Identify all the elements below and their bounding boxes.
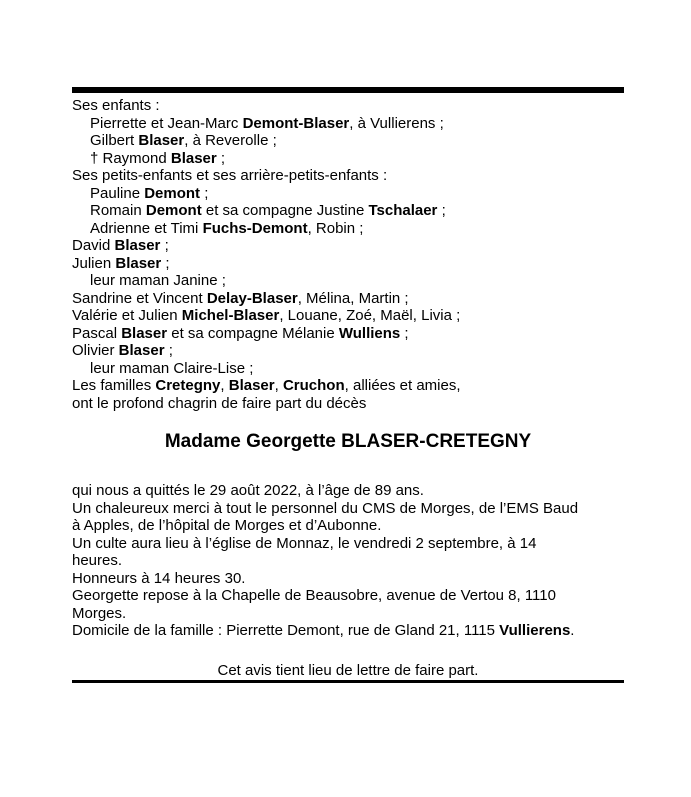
- text-line: [72, 500, 624, 518]
- family-name: Cretegny: [155, 377, 221, 394]
- text-segment: heures.: [72, 552, 123, 569]
- text-line: [72, 395, 624, 413]
- text-segment: Domicile de la famille : Pierrette Demont, rue de Gland 21, 1115: [72, 622, 500, 639]
- text-line: [72, 622, 624, 640]
- text-segment: Gilbert: [90, 132, 139, 149]
- text-line: [72, 185, 624, 203]
- text-line: [72, 237, 624, 255]
- text-segment: , alliées et amies,: [344, 377, 461, 394]
- text-segment: et sa compagne Mélanie: [167, 324, 339, 342]
- text-segment: , Mélina, Martin ;: [297, 289, 409, 307]
- text-segment: Un culte aura lieu à l’église de Monnaz, le vendredi 2 septembre, à 14: [72, 534, 537, 552]
- text-line: [72, 342, 624, 360]
- closing-statement: Cet avis tient lieu de lettre de faire part.: [217, 661, 479, 679]
- bottom-rule: [72, 680, 624, 683]
- family-name: Michel-Blaser: [181, 307, 280, 324]
- text-segment: Morges.: [72, 604, 127, 622]
- text-segment: ;: [216, 149, 226, 167]
- family-name: Blaser: [138, 132, 185, 149]
- family-name: Blaser: [170, 149, 217, 167]
- text-segment: ,: [220, 377, 229, 394]
- family-name: Delay-Blaser: [206, 289, 298, 307]
- text-segment: Romain: [90, 202, 146, 219]
- text-segment: Ses petits-enfants et ses arrière-petits-enfants :: [72, 167, 388, 184]
- family-name: Wulliens: [338, 324, 401, 342]
- announcement-details: [72, 482, 624, 640]
- text-segment: Adrienne et Timi: [90, 219, 203, 237]
- text-line: [72, 220, 624, 238]
- text-segment: ;: [200, 184, 209, 202]
- family-name: Blaser: [118, 342, 165, 359]
- deceased-name-title: Madame Georgette BLASER-CRETEGNY: [164, 431, 532, 452]
- text-line: [72, 272, 624, 290]
- text-line: [72, 482, 624, 500]
- text-segment: Valérie et Julien: [72, 307, 182, 324]
- text-segment: ;: [400, 324, 409, 342]
- text-segment: , Robin ;: [307, 219, 364, 237]
- text-line: [72, 377, 624, 395]
- family-name: Blaser: [121, 324, 168, 342]
- text-segment: Pauline: [90, 184, 145, 202]
- text-segment: Sandrine et Vincent: [72, 289, 207, 307]
- text-segment: ;: [437, 202, 446, 219]
- text-segment: leur maman Claire-Lise ;: [90, 359, 254, 377]
- obituary-notice: [72, 87, 624, 683]
- text-segment: Olivier: [72, 342, 119, 359]
- family-name: Vullierens: [499, 622, 571, 639]
- text-line: [72, 115, 624, 133]
- text-segment: † Raymond: [90, 149, 171, 167]
- text-segment: Julien: [72, 254, 116, 272]
- text-line: [72, 97, 624, 115]
- text-segment: , Louane, Zoé, Maël, Livia ;: [279, 307, 461, 324]
- text-segment: Pascal: [72, 324, 122, 342]
- family-name: Blaser: [115, 254, 162, 272]
- text-segment: , à Vullierens ;: [349, 114, 444, 132]
- text-line: [72, 605, 624, 623]
- family-list: [72, 97, 624, 412]
- family-name: Cruchon: [282, 377, 345, 394]
- text-line: [72, 307, 624, 325]
- text-line: [72, 517, 624, 535]
- text-line: [72, 360, 624, 378]
- text-line: [72, 290, 624, 308]
- family-name: Demont: [144, 184, 201, 202]
- text-segment: Un chaleureux merci à tout le personnel du CMS de Morges, de l’EMS Baud: [72, 499, 579, 517]
- text-line: [72, 552, 624, 570]
- text-segment: ont le profond chagrin de faire part du décès: [72, 394, 367, 412]
- text-line: [72, 132, 624, 150]
- text-segment: et sa compagne Justine: [201, 202, 369, 219]
- text-segment: .: [570, 622, 575, 639]
- text-line: [72, 255, 624, 273]
- text-segment: Georgette repose à la Chapelle de Beausobre, avenue de Vertou 8, 1110: [72, 587, 556, 604]
- family-name: Demont-Blaser: [242, 114, 350, 132]
- family-name: Tschalaer: [368, 202, 438, 219]
- text-segment: à Apples, de l’hôpital de Morges et d’Aubonne.: [72, 517, 382, 534]
- family-name: Fuchs-Demont: [202, 219, 308, 237]
- text-segment: ;: [161, 254, 170, 272]
- family-name: Blaser: [228, 377, 275, 394]
- text-segment: Honneurs à 14 heures 30.: [72, 569, 246, 587]
- text-line: [72, 150, 624, 168]
- text-segment: ;: [160, 237, 169, 254]
- text-segment: leur maman Janine ;: [90, 272, 226, 289]
- text-line: [72, 535, 624, 553]
- text-segment: Ses enfants :: [72, 97, 160, 114]
- text-segment: ;: [164, 342, 173, 359]
- top-rule: [72, 87, 624, 93]
- text-line: [72, 570, 624, 588]
- text-segment: qui nous a quittés le 29 août 2022, à l’âge de 89 ans.: [72, 482, 424, 499]
- text-segment: ,: [274, 377, 283, 394]
- text-line: [72, 587, 624, 605]
- family-name: Blaser: [114, 237, 161, 254]
- text-segment: , à Reverolle ;: [184, 132, 277, 149]
- text-segment: Les familles: [72, 377, 156, 394]
- text-segment: David: [72, 237, 115, 254]
- family-name: Demont: [145, 202, 202, 219]
- text-line: [72, 325, 624, 343]
- text-line: [72, 202, 624, 220]
- text-line: [72, 167, 624, 185]
- text-segment: Pierrette et Jean-Marc: [90, 114, 243, 132]
